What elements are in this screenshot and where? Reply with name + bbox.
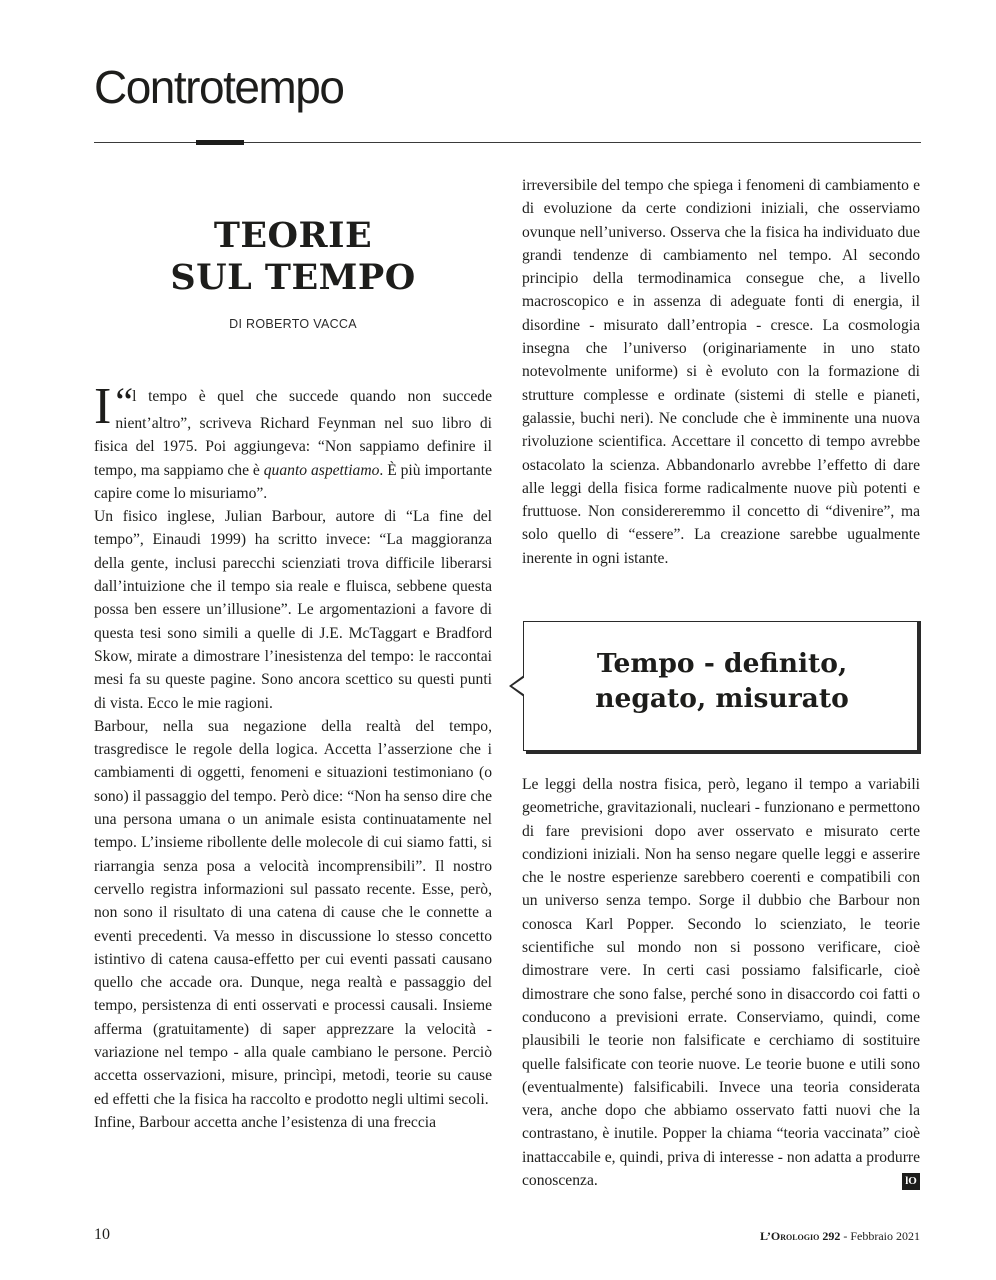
right-column-top <box>522 174 920 570</box>
end-of-article-mark: lO <box>902 1173 920 1190</box>
byline: DI ROBERTO VACCA <box>229 317 357 331</box>
article-title-line-1: TEORIE <box>213 215 373 256</box>
footer-issue <box>760 1229 920 1244</box>
paragraph-2: Un fisico inglese, Julian Barbour, autore di “La fine del tempo”, Einaudi 1999) ha scritto invece: “La maggioranza della gente, inclusi parecchi scienziati trova difficile liberarsi dall’intuizione che il tempo sia reale e fluisca, sebbene questa possa ben essere un’illusione”. Le argomentazioni a favore di questa tesi sono simili a quelle di J.E. McTaggart e Bradford Skow, mirate a dimostrare l’inesistenza del tempo: le raccontai mesi fa su queste pagine. Sono ancora scettico su questi punti di vista. Ecco le mie ragioni. <box>94 508 492 712</box>
paragraph-4-continued: irreversibile del tempo che spiega i fenomeni di cambiamento e di evoluzione da certe condizioni iniziali, che osserviamo ovunque nell’universo. Osserva che la fisica ha individuato due grandi tendenze di cambiamento nel tempo. Al secondo principio della termodinamica consegue che, a livello macroscopico e in assenza di adeguate fonti di energia, il disordine - misurato dall’entropia - cresce. La cosmologia insegna che l’universo (originariamente in uno stato notevolmente uniforme) si è evoluto con la formazione di strutture complesse e ordinate (sistemi di stelle e pianeti, galassie, buchi neri). Ne conclude che è imminente una nuova rivoluzione scientifica. Accettare il concetto di tempo avrebbe ostacolato la scienza. Abbandonarlo avrebbe l’effetto di dare alle leggi della fisica forme radicalmente nuove più potenti e fruttuose. Non considereremmo il concetto di “divenire”, ma solo quello di “essere”. La creazione sarebbe ugualmente inerente in ogni istante. <box>522 177 920 567</box>
drop-cap: I <box>94 378 112 435</box>
article-title-line-2: SUL TEMPO <box>170 257 416 298</box>
paragraph-1-text-a: l tempo è quel che succede quando non succede nient’altro”, scriveva Richard Feynman nel suo libro di fisica del 1975. Poi aggiungeva: “Non sappiamo definire il tempo, ma sappiamo che è <box>94 388 492 479</box>
paragraph-5-text: Le leggi della nostra fisica, però, legano il tempo a variabili geometriche, gravitazionali, nucleari - funzionano e permettono di fare previsioni dopo aver osservato e misurato certe condizioni iniziali. Non ha senso negare quelle leggi e asserire che le nostre esperienze sarebbero coerenti e compatibili con un universo senza tempo. Sorge il dubbio che Barbour non conosca Karl Popper. Secondo lo scienziato, le teorie scientifiche sul mondo non si possono verificare, cioè dimostrare vere. In certi casi possiamo falsificarle, cioè dimostrare che sono false, perché sono in disaccordo coi fatti o conducono a previsioni errate. Conserviamo, quindi, come plausibili le teorie non falsificate e cerchiamo di sostituire quelle falsificate con teorie nuove. Le teorie buone e utili sono (eventualmente) falsificabili. Invece una teoria considerata vera, anche dopo che abbiamo osservato fatti nuovi che la contrastano, è inutile. Popper la chiama “teoria vaccinata” cioè inattaccabile e, quindi, priva di interesse - non adatta a produrre conoscenza. <box>522 776 920 1190</box>
paragraph-4-start: Infine, Barbour accetta anche l’esistenza di una freccia <box>94 1113 437 1131</box>
paragraph-5 <box>522 773 920 1192</box>
article-title <box>94 215 492 299</box>
right-column-bottom <box>522 773 920 1192</box>
paragraph-1-italic: quanto aspettiamo <box>263 461 380 479</box>
paragraph-1-text-b: . È più importante capire come lo misuriamo”. <box>94 461 493 502</box>
paragraph-3: Barbour, nella sua negazione della realtà del tempo, trasgredisce le regole della logica. Accetta l’asserzione che i cambiamenti di oggetti, fenomeni e situazioni testimoniano (o sono) il passaggio del tempo. Però dice: “Non ha senso dire che una persona umana o un animale esista continuatamente nel tempo. L’insieme ribollente delle molecole di cui siamo fatti, si riarrangia senza posa a velocità incomprensibili”. Il nostro cervello registra informazioni sul passato recente. Esse, però, non sono il risultato di una catena di cause che le connette a eventi precedenti. Va messo in discussione lo stesso concetto istintivo di catena causa-effetto per cui eventi passati causano quello che accade ora. Dunque, nega realtà e passaggio del tempo, persistenza di enti osservati e processi causali. Insieme afferma (gratuitamente) di saper apprezzare la velocità - variazione nel tempo - alla quale cambiano le persone. Perciò accetta osservazioni, misure, princìpi, metodi, teorie su cause ed effetti che la fisica ha raccolto e prodotto negli ultimi secoli. <box>94 717 492 1108</box>
opening-quote-mark: “ <box>115 379 132 424</box>
callout-heading-line-1: Tempo - definito, <box>596 648 848 679</box>
opening-paragraph <box>94 378 493 505</box>
callout-heading-line-2: negato, misurato <box>595 683 849 714</box>
footer-date: - Febbraio 2021 <box>840 1229 920 1243</box>
page-number: 10 <box>94 1226 110 1243</box>
footer-magazine: L’Orologio 292 <box>759 1229 841 1243</box>
header-rule-accent <box>196 140 244 145</box>
callout-heading <box>523 646 921 716</box>
left-column <box>94 378 493 1134</box>
section-title: Controtempo <box>94 61 344 113</box>
